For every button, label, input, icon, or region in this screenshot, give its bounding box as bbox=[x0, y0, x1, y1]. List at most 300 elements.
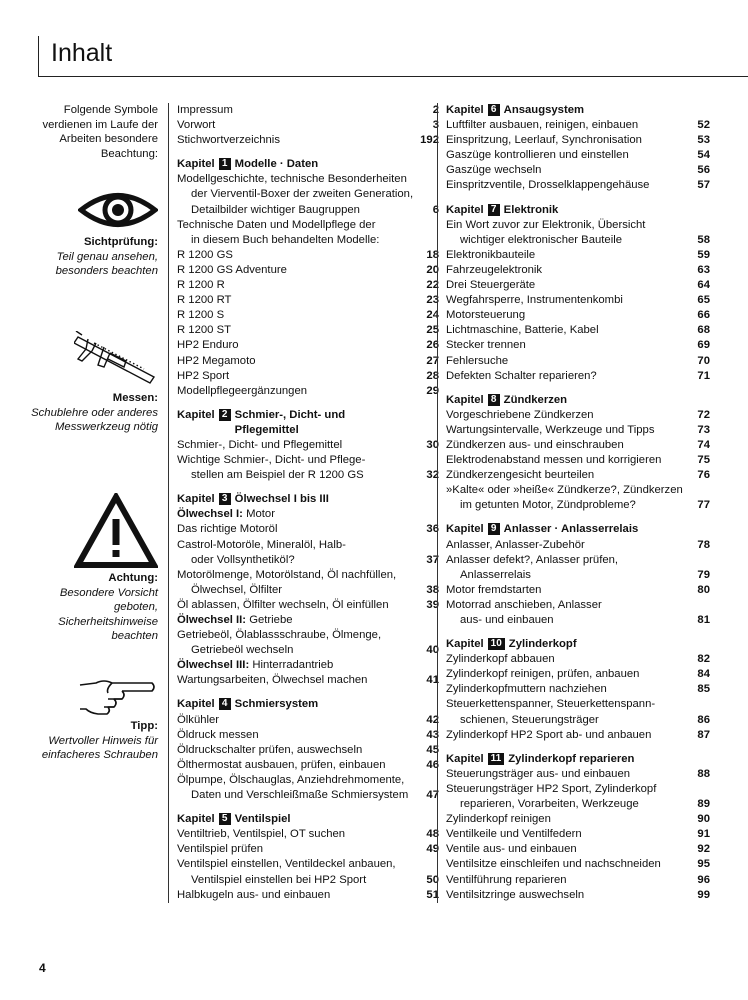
toc-entry-page: 49 bbox=[426, 843, 439, 856]
symbol-intro: Folgende Symbole verdienen im Laufe der Arbeiten besondere Beachtung: bbox=[42, 104, 158, 160]
toc-entry-text: im getunten Motor, Zündprobleme? bbox=[460, 499, 636, 512]
toc-entry[interactable] bbox=[177, 522, 439, 537]
toc-entry-page: 57 bbox=[697, 179, 710, 192]
toc-entry[interactable] bbox=[177, 263, 439, 278]
toc-entry-text: Daten und Verschleißmaße Schmiersystem bbox=[191, 789, 409, 802]
toc-entry-text: Ventilsitzringe auswechseln bbox=[446, 888, 585, 901]
toc-entry-text: Öldruck messen bbox=[177, 728, 259, 741]
toc-entry-page: 77 bbox=[697, 499, 710, 512]
toc-entry-page: 38 bbox=[426, 583, 439, 596]
chapter-title-line: Schmiersystem bbox=[234, 698, 319, 711]
toc-entry-page: 84 bbox=[697, 668, 710, 681]
toc-entry-page: 48 bbox=[426, 828, 439, 841]
toc-entry-text: R 1200 GS bbox=[177, 248, 233, 261]
chapter-title-line: Schmier-, Dicht- und bbox=[234, 408, 346, 421]
toc-entry-page: 81 bbox=[697, 614, 710, 626]
toc-entry-text: schienen, Steuerungsträger bbox=[460, 713, 599, 726]
toc-entry-page: 18 bbox=[426, 248, 439, 261]
chapter-label: Kapitel bbox=[446, 638, 484, 651]
toc-entry[interactable] bbox=[177, 538, 439, 553]
symbol-desc: Schublehre oder anderes Messwerkzeug nötig bbox=[31, 406, 158, 434]
toc-entry[interactable] bbox=[177, 743, 439, 758]
toc-entry-page: 86 bbox=[697, 713, 710, 726]
toc-entry[interactable] bbox=[446, 782, 710, 797]
toc-entry-page: 20 bbox=[426, 263, 439, 276]
chapter-number-badge: 10 bbox=[488, 638, 505, 650]
chapter-label: Kapitel bbox=[177, 158, 215, 171]
toc-entry-text: Zylinderkopfmuttern nachziehen bbox=[446, 683, 607, 696]
toc-entry-text: Zylinderkopf reinigen, prüfen, anbauen bbox=[446, 668, 640, 681]
toc-entry[interactable] bbox=[446, 857, 710, 872]
toc-entry-page: 54 bbox=[697, 149, 710, 162]
chapter-heading bbox=[446, 637, 710, 652]
chapter-title-line: Zylinderkopf bbox=[508, 638, 577, 651]
toc-entry[interactable] bbox=[446, 423, 710, 438]
toc-entry-text: Schmier-, Dicht- und Pflegemittel bbox=[177, 438, 343, 451]
toc-entry-text: Getriebeöl, Ölablassschraube, Ölmenge, bbox=[177, 629, 382, 642]
toc-entry-text: Halbkugeln aus- und einbauen bbox=[177, 888, 331, 901]
section-subheading bbox=[177, 658, 439, 673]
chapter-label: Kapitel bbox=[177, 698, 215, 711]
toc-entry-text: R 1200 S bbox=[177, 309, 225, 322]
toc-entry[interactable] bbox=[446, 538, 710, 553]
toc-entry[interactable] bbox=[446, 652, 710, 667]
symbol-desc: Wertvoller Hinweis für einfacheres Schrauben bbox=[41, 734, 158, 762]
toc-entry-page: 71 bbox=[697, 369, 710, 382]
symbol-achtung bbox=[30, 493, 158, 644]
toc-entry-page: 87 bbox=[697, 728, 710, 741]
toc-entry-text: Öldruckschalter prüfen, auswechseln bbox=[177, 743, 363, 756]
chapter-number-badge: 1 bbox=[219, 158, 231, 170]
toc-entry[interactable] bbox=[177, 323, 439, 338]
toc-entry-text: reparieren, Vorarbeiten, Werkzeuge bbox=[460, 798, 639, 811]
toc-entry[interactable] bbox=[177, 643, 439, 658]
chapter-title bbox=[504, 203, 559, 218]
toc-entry[interactable] bbox=[177, 758, 439, 773]
chapter-title bbox=[504, 393, 567, 408]
toc-entry-page: 91 bbox=[697, 828, 710, 841]
toc-entry-text: R 1200 RT bbox=[177, 294, 232, 307]
toc-entry-page: 30 bbox=[426, 438, 439, 451]
chapter-heading bbox=[446, 522, 710, 537]
toc-entry-page: 28 bbox=[426, 369, 439, 382]
toc-entry[interactable] bbox=[177, 293, 439, 308]
toc-entry-page: 82 bbox=[697, 653, 710, 666]
toc-entry[interactable] bbox=[177, 713, 439, 728]
chapter-title-line: Zylinderkopf reparieren bbox=[508, 752, 635, 765]
toc-entry[interactable] bbox=[446, 233, 710, 248]
toc-entry-text: Vorgeschriebene Zündkerzen bbox=[446, 408, 594, 421]
toc-entry-text: Motorrad anschieben, Anlasser bbox=[446, 598, 602, 611]
toc-entry[interactable] bbox=[177, 888, 439, 903]
chapter-title bbox=[235, 492, 329, 507]
toc-entry-text: HP2 Enduro bbox=[177, 339, 239, 352]
toc-entry[interactable] bbox=[177, 553, 439, 568]
chapter-title bbox=[509, 637, 577, 652]
toc-entry[interactable] bbox=[177, 369, 439, 384]
section-subheading bbox=[177, 507, 439, 522]
toc-entry-text: Getriebeöl wechseln bbox=[191, 644, 294, 657]
symbol-tipp bbox=[30, 677, 158, 763]
chapter-heading bbox=[446, 752, 710, 767]
subheading-bold: Ölwechsel II: bbox=[177, 614, 247, 626]
toc-entry-text: Das richtige Motoröl bbox=[177, 523, 278, 536]
toc-entry[interactable] bbox=[446, 263, 710, 278]
chapter-heading bbox=[177, 492, 439, 507]
toc-entry-page: 66 bbox=[697, 309, 710, 322]
chapter-title-line: Ölwechsel I bis III bbox=[234, 493, 329, 506]
toc-entry-page: 22 bbox=[426, 279, 439, 292]
toc-entry[interactable] bbox=[177, 842, 439, 857]
toc-entry-text: Gaszüge wechseln bbox=[446, 164, 542, 177]
chapter-number-badge: 4 bbox=[219, 698, 231, 710]
toc-entry-page: 47 bbox=[426, 789, 439, 802]
toc-entry-text: Motorölmenge, Motorölstand, Öl nachfüllen, bbox=[177, 568, 397, 581]
toc-entry-text: Zylinderkopf abbauen bbox=[446, 653, 555, 666]
warning-triangle-icon bbox=[74, 493, 158, 569]
toc-entry-text: Gaszüge kontrollieren und einstellen bbox=[446, 149, 629, 162]
toc-entry-page: 89 bbox=[697, 798, 710, 811]
chapter-label: Kapitel bbox=[177, 493, 215, 506]
toc-entry[interactable] bbox=[177, 773, 439, 788]
toc-entry[interactable] bbox=[177, 278, 439, 293]
toc-entry[interactable] bbox=[446, 498, 710, 513]
chapter-heading bbox=[446, 203, 710, 218]
toc-entry[interactable] bbox=[177, 248, 439, 263]
toc-entry[interactable] bbox=[446, 293, 710, 308]
toc-entry-page: 2 bbox=[432, 104, 439, 116]
toc-entry-text: wichtiger elektronischer Bauteile bbox=[460, 233, 623, 246]
subheading-rest: Motor bbox=[242, 508, 275, 521]
toc-entry[interactable] bbox=[446, 178, 710, 193]
toc-entry[interactable] bbox=[177, 568, 439, 583]
chapter-title bbox=[504, 103, 584, 118]
toc-entry[interactable] bbox=[177, 308, 439, 323]
toc-entry[interactable] bbox=[446, 133, 710, 148]
toc-entry[interactable] bbox=[446, 767, 710, 782]
toc-entry-page: 58 bbox=[697, 233, 710, 246]
toc-entry[interactable] bbox=[177, 133, 439, 148]
toc-entry-page: 32 bbox=[426, 469, 439, 482]
toc-entry-text: Technische Daten und Modellpflege der bbox=[177, 218, 376, 231]
toc-entry[interactable] bbox=[446, 248, 710, 263]
symbol-name: Sichtprüfung: bbox=[83, 236, 158, 248]
toc-entry[interactable] bbox=[446, 323, 710, 338]
toc-entry-text: Öl ablassen, Ölfilter wechseln, Öl einfüllen bbox=[177, 598, 389, 611]
toc-entry-page: 92 bbox=[697, 843, 710, 856]
toc-entry[interactable] bbox=[446, 827, 710, 842]
chapter-number-badge: 3 bbox=[219, 493, 231, 505]
toc-entry-page: 75 bbox=[697, 454, 710, 467]
toc-entry-text: Ventilkeile und Ventilfedern bbox=[446, 828, 582, 841]
toc-entry-text: HP2 Megamoto bbox=[177, 354, 256, 367]
toc-entry-page: 50 bbox=[426, 873, 439, 886]
toc-entry-text: Ventilspiel prüfen bbox=[177, 843, 264, 856]
toc-entry-page: 99 bbox=[697, 888, 710, 901]
toc-entry-text: Steuerkettenspanner, Steuerkettenspann- bbox=[446, 698, 656, 711]
toc-entry-text: Ventile aus- und einbauen bbox=[446, 843, 577, 856]
chapter-heading bbox=[177, 812, 439, 827]
toc-entry-page: 25 bbox=[426, 324, 439, 337]
toc-entry-text: Ventiltrieb, Ventilspiel, OT suchen bbox=[177, 828, 346, 841]
toc-entry[interactable] bbox=[446, 613, 710, 628]
toc-entry[interactable] bbox=[446, 118, 710, 133]
toc-entry[interactable] bbox=[177, 788, 439, 803]
toc-entry-page: 42 bbox=[426, 713, 439, 726]
toc-entry-text: Wartungsintervalle, Werkzeuge und Tipps bbox=[446, 423, 655, 436]
title-bar bbox=[38, 36, 748, 77]
toc-entry[interactable] bbox=[446, 888, 710, 903]
chapter-label: Kapitel bbox=[446, 203, 484, 216]
toc-entry[interactable] bbox=[177, 233, 439, 248]
toc-entry[interactable] bbox=[177, 598, 439, 613]
toc-entry-text: HP2 Sport bbox=[177, 369, 230, 382]
toc-entry-page: 72 bbox=[697, 408, 710, 421]
toc-entry[interactable] bbox=[177, 384, 439, 399]
toc-entry-page: 43 bbox=[426, 728, 439, 741]
chapter-number-badge: 8 bbox=[488, 394, 500, 406]
symbol-messen bbox=[30, 331, 158, 435]
toc-entry-text: Motorsteuerung bbox=[446, 309, 526, 322]
toc-entry[interactable] bbox=[446, 682, 710, 697]
toc-entry[interactable] bbox=[177, 628, 439, 643]
toc-entry[interactable] bbox=[177, 468, 439, 483]
chapter-title bbox=[504, 522, 639, 537]
symbol-name: Messen: bbox=[112, 392, 158, 404]
chapter-title-line: Ansaugsystem bbox=[503, 104, 585, 116]
toc-entry[interactable] bbox=[446, 354, 710, 369]
toc-entry-text: R 1200 ST bbox=[177, 324, 232, 337]
toc-entry[interactable] bbox=[446, 438, 710, 453]
toc-entry-text: Steuerungsträger aus- und einbauen bbox=[446, 767, 631, 780]
toc-entry[interactable] bbox=[446, 583, 710, 598]
toc-entry[interactable] bbox=[446, 148, 710, 163]
chapter-heading bbox=[177, 157, 439, 172]
toc-entry-page: 41 bbox=[426, 674, 439, 687]
toc-entry[interactable] bbox=[177, 673, 439, 688]
subheading-bold: Ölwechsel I: bbox=[177, 508, 243, 521]
toc-entry[interactable] bbox=[446, 483, 710, 498]
toc-entry-page: 45 bbox=[426, 743, 439, 756]
toc-entry-text: Castrol-Motoröle, Mineralöl, Halb- bbox=[177, 538, 346, 551]
toc-entry-text: Ölkühler bbox=[177, 713, 220, 726]
toc-entry[interactable] bbox=[446, 408, 710, 423]
chapter-title bbox=[235, 812, 291, 827]
toc-entry[interactable] bbox=[446, 728, 710, 743]
toc-entry-page: 26 bbox=[426, 339, 439, 352]
toc-entry-page: 65 bbox=[697, 294, 710, 307]
chapter-title-line: Elektronik bbox=[503, 203, 559, 216]
toc-entry-page: 192 bbox=[420, 134, 439, 147]
toc-column-2 bbox=[437, 103, 710, 903]
toc-entry[interactable] bbox=[446, 218, 710, 233]
toc-entry[interactable] bbox=[177, 873, 439, 888]
toc-entry-text: Stichwortverzeichnis bbox=[177, 134, 280, 147]
eye-icon bbox=[78, 187, 158, 233]
toc-entry[interactable] bbox=[177, 103, 439, 118]
toc-entry[interactable] bbox=[446, 842, 710, 857]
chapter-number-badge: 2 bbox=[219, 409, 231, 421]
chapter-title bbox=[235, 697, 319, 712]
symbol-desc: Besondere Vorsicht geboten, Sicherheitshinweise beachten bbox=[58, 586, 158, 643]
toc-entry-page: 70 bbox=[697, 354, 710, 367]
toc-entry[interactable] bbox=[177, 857, 439, 872]
toc-entry-text: Motor fremdstarten bbox=[446, 583, 542, 596]
toc-entry-page: 27 bbox=[426, 354, 439, 367]
toc-entry[interactable] bbox=[446, 873, 710, 888]
toc-entry[interactable] bbox=[446, 453, 710, 468]
toc-entry-text: Ventilspiel einstellen, Ventildeckel anbauen, bbox=[177, 858, 396, 871]
toc-entry[interactable] bbox=[177, 827, 439, 842]
toc-entry-text: Impressum bbox=[177, 104, 233, 116]
toc-entry-text: Detailbilder wichtiger Baugruppen bbox=[191, 203, 360, 216]
toc-entry-page: 6 bbox=[432, 203, 439, 216]
toc-entry[interactable] bbox=[446, 278, 710, 293]
toc-entry[interactable] bbox=[177, 438, 439, 453]
toc-entry[interactable] bbox=[446, 797, 710, 812]
toc-entry-text: Zylinderkopf reinigen bbox=[446, 813, 551, 826]
toc-entry-page: 59 bbox=[697, 248, 710, 261]
toc-entry-text: Ventilspiel einstellen bei HP2 Sport bbox=[191, 873, 367, 886]
toc-entry-text: Steuerungsträger HP2 Sport, Zylinderkopf bbox=[446, 782, 657, 795]
toc-entry-text: Wartungsarbeiten, Ölwechsel machen bbox=[177, 674, 368, 687]
toc-entry[interactable] bbox=[177, 187, 439, 202]
toc-entry-text: Zündkerzen aus- und einschrauben bbox=[446, 438, 624, 451]
toc-entry[interactable] bbox=[446, 163, 710, 178]
toc-entry-text: »Kalte« oder »heiße« Zündkerze?, Zündkerzen bbox=[446, 484, 683, 497]
chapter-title-line: Ventilspiel bbox=[234, 813, 291, 826]
toc-entry-page: 80 bbox=[697, 583, 710, 596]
toc-entry-page: 29 bbox=[426, 384, 439, 397]
toc-entry-page: 37 bbox=[426, 553, 439, 566]
toc-entry[interactable] bbox=[177, 453, 439, 468]
chapter-label: Kapitel bbox=[446, 104, 484, 116]
toc-entry-page: 46 bbox=[426, 758, 439, 771]
chapter-title bbox=[235, 408, 345, 438]
page-number: 4 bbox=[39, 961, 46, 975]
toc-entry-text: Ein Wort zuvor zur Elektronik, Übersicht bbox=[446, 218, 646, 231]
toc-entry-text: Anlasserrelais bbox=[460, 568, 531, 581]
toc-entry-text: Elektrodenabstand messen und korrigieren bbox=[446, 454, 662, 467]
toc-entry-text: Wichtige Schmier-, Dicht- und Pflege- bbox=[177, 454, 366, 467]
subheading-rest: Hinterradantrieb bbox=[249, 659, 334, 672]
chapter-heading bbox=[177, 408, 439, 438]
toc-entry[interactable] bbox=[177, 172, 439, 187]
toc-entry-page: 85 bbox=[697, 683, 710, 696]
toc-entry[interactable] bbox=[446, 338, 710, 353]
chapter-number-badge: 7 bbox=[488, 204, 500, 216]
toc-entry[interactable] bbox=[177, 354, 439, 369]
toc-entry-text: R 1200 GS Adventure bbox=[177, 263, 287, 276]
toc-entry[interactable] bbox=[446, 468, 710, 483]
chapter-title-line: Anlasser · Anlasserrelais bbox=[503, 523, 639, 536]
page-title: Inhalt bbox=[51, 39, 113, 67]
toc-entry-text: Luftfilter ausbauen, reinigen, einbauen bbox=[446, 119, 639, 132]
chapter-title-line: Zündkerzen bbox=[503, 393, 568, 406]
toc-entry-page: 90 bbox=[697, 813, 710, 826]
toc-entry-text: Fahrzeugelektronik bbox=[446, 263, 543, 276]
toc-entry[interactable] bbox=[177, 728, 439, 743]
symbol-name: Achtung: bbox=[108, 572, 158, 584]
toc-entry-text: Modellpflegeergänzungen bbox=[177, 384, 308, 397]
toc-entry-page: 68 bbox=[697, 324, 710, 337]
symbol-sichtpruefung bbox=[30, 187, 158, 279]
toc-entry[interactable] bbox=[177, 338, 439, 353]
symbol-legend bbox=[30, 103, 158, 762]
toc-entry-text: Zündkerzengesicht beurteilen bbox=[446, 469, 595, 482]
chapter-heading bbox=[177, 697, 439, 712]
toc-entry[interactable] bbox=[446, 598, 710, 613]
toc-entry-page: 36 bbox=[426, 523, 439, 536]
toc-entry[interactable] bbox=[446, 812, 710, 827]
toc-entry[interactable] bbox=[446, 568, 710, 583]
chapter-title bbox=[508, 752, 634, 767]
toc-entry-text: Lichtmaschine, Batterie, Kabel bbox=[446, 324, 599, 337]
toc-entry-page: 56 bbox=[697, 164, 710, 177]
section-subheading bbox=[177, 613, 439, 628]
toc-entry-text: stellen am Beispiel der R 1200 GS bbox=[191, 469, 364, 482]
toc-entry-page: 88 bbox=[697, 767, 710, 780]
toc-entry[interactable] bbox=[177, 583, 439, 598]
pointing-hand-icon bbox=[78, 677, 158, 717]
toc-entry-page: 51 bbox=[426, 888, 439, 901]
toc-entry[interactable] bbox=[177, 203, 439, 218]
toc-entry-page: 52 bbox=[697, 119, 710, 132]
toc-entry[interactable] bbox=[446, 697, 710, 712]
toc-entry-text: Elektronikbauteile bbox=[446, 248, 536, 261]
toc-entry-page: 79 bbox=[697, 568, 710, 581]
toc-entry-text: Einspritzventile, Drosselklappengehäuse bbox=[446, 179, 650, 192]
toc-entry-text: Stecker trennen bbox=[446, 339, 526, 352]
toc-entry-page: 95 bbox=[697, 858, 710, 871]
toc-entry-text: Vorwort bbox=[177, 119, 216, 132]
toc-entry[interactable] bbox=[446, 553, 710, 568]
toc-entry[interactable] bbox=[446, 667, 710, 682]
toc-entry-page: 74 bbox=[697, 438, 710, 451]
toc-entry-page: 23 bbox=[426, 294, 439, 307]
toc-entry-page: 3 bbox=[432, 119, 439, 132]
toc-entry-page: 96 bbox=[697, 873, 710, 886]
toc-entry-text: Ventilsitze einschleifen und nachschneiden bbox=[446, 858, 661, 871]
subheading-rest: Getriebe bbox=[246, 614, 293, 626]
toc-entry[interactable] bbox=[446, 308, 710, 323]
chapter-label: Kapitel bbox=[446, 752, 484, 765]
toc-entry-text: Ölpumpe, Ölschauglas, Anziehdrehmomente, bbox=[177, 773, 405, 786]
toc-entry-page: 39 bbox=[426, 598, 439, 611]
toc-entry-text: Anlasser defekt?, Anlasser prüfen, bbox=[446, 553, 619, 566]
chapter-heading bbox=[446, 393, 710, 408]
chapter-label: Kapitel bbox=[446, 393, 484, 406]
toc-entry-text: aus- und einbauen bbox=[460, 614, 554, 626]
chapter-number-badge: 6 bbox=[488, 104, 500, 116]
toc-entry[interactable] bbox=[446, 369, 710, 384]
caliper-icon bbox=[74, 331, 158, 389]
toc-entry-text: Ventilführung reparieren bbox=[446, 873, 567, 886]
toc-entry-text: oder Vollsynthetiköl? bbox=[191, 553, 295, 566]
chapter-title-line: Modelle · Daten bbox=[234, 158, 319, 171]
toc-entry-text: Defekten Schalter reparieren? bbox=[446, 369, 597, 382]
toc-entry[interactable] bbox=[177, 118, 439, 133]
toc-entry[interactable] bbox=[177, 218, 439, 233]
toc-entry-text: Modellgeschichte, technische Besonderheiten bbox=[177, 173, 407, 186]
toc-entry-text: Wegfahrsperre, Instrumentenkombi bbox=[446, 294, 623, 307]
symbol-name: Tipp: bbox=[130, 720, 158, 732]
toc-entry-page: 53 bbox=[697, 134, 710, 147]
toc-entry-text: Zylinderkopf HP2 Sport ab- und anbauen bbox=[446, 728, 652, 741]
toc-entry[interactable] bbox=[446, 713, 710, 728]
toc-entry-text: Drei Steuergeräte bbox=[446, 279, 536, 292]
chapter-label: Kapitel bbox=[177, 408, 215, 421]
